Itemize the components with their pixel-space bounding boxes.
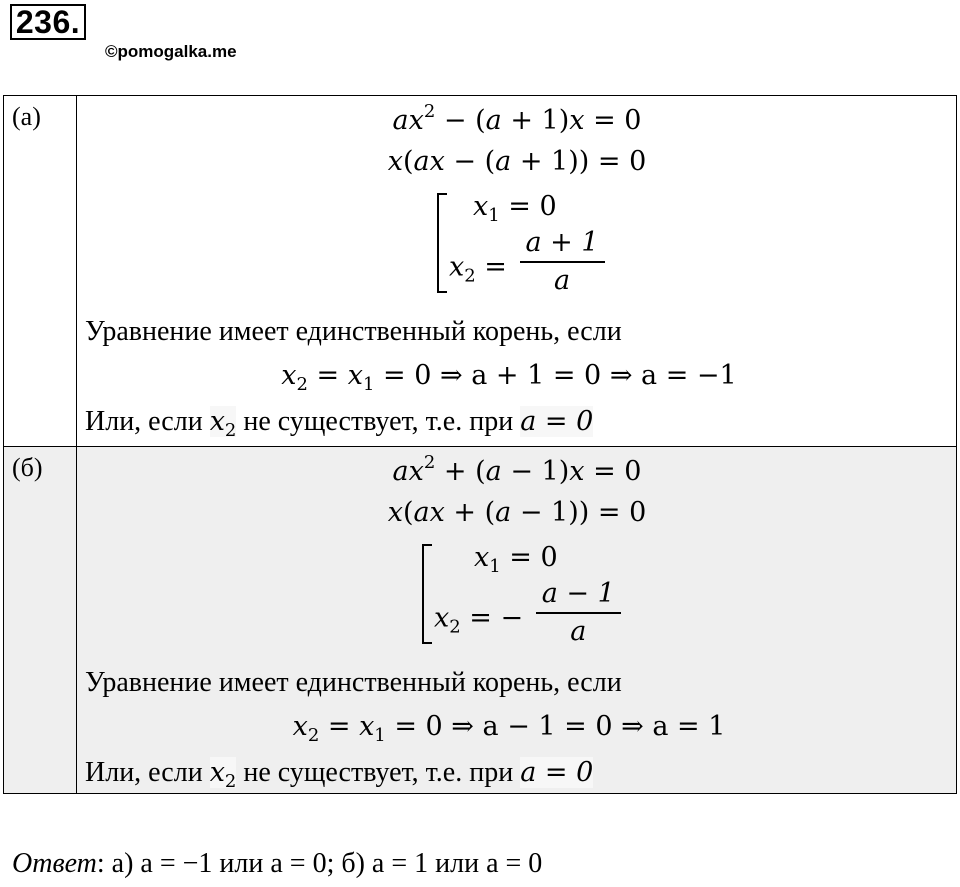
solution-row-b bbox=[4, 447, 957, 794]
root-x2-a: $x_2$ = $\frac{a + 1}{a}$ bbox=[449, 237, 605, 299]
solution-cell-b bbox=[77, 447, 957, 794]
equation-a-2: x(ax − (a + 1)) = 0 bbox=[387, 146, 647, 177]
root-x1-a: $x_1 = 0$ bbox=[473, 191, 557, 226]
answer-text: : а) a = −1 или a = 0; б) a = 1 или a = 0 bbox=[96, 848, 543, 879]
solution-table bbox=[3, 95, 957, 794]
condition-text-a: Уравнение имеет единственный корень, если bbox=[85, 316, 622, 347]
answer-line bbox=[12, 848, 542, 880]
watermark: ©pomogalka.me bbox=[105, 42, 237, 61]
fraction-b: $\frac{a - 1}{a}$ bbox=[536, 576, 621, 650]
equation-a-3: $x_2 = x_1 = 0$ ⇒ a + 1 = 0 ⇒ a = −1 bbox=[281, 360, 737, 395]
system-bracket bbox=[437, 193, 447, 293]
equation-b-2: x(ax + (a − 1)) = 0 bbox=[387, 497, 647, 528]
solution-cell-a bbox=[77, 96, 957, 447]
equation-a-1: $ax^2 - (a + 1)x = 0$ bbox=[392, 101, 642, 136]
fraction-a: $\frac{a + 1}{a}$ bbox=[520, 225, 605, 299]
equation-b-3: $x_2 = x_1 = 0$ ⇒ a − 1 = 0 ⇒ a = 1 bbox=[292, 711, 726, 746]
equation-b-1: $ax^2 + (a - 1)x = 0$ bbox=[392, 452, 642, 487]
answer-label: Ответ bbox=[12, 848, 97, 879]
alt-condition-b: Или, если $x_2$ не существует, т.е. при a = 0 bbox=[85, 757, 594, 792]
part-label-a: (а) bbox=[4, 96, 77, 447]
root-x1-b: $x_1 = 0$ bbox=[474, 542, 558, 577]
part-label-b: (б) bbox=[4, 447, 77, 794]
system-bracket bbox=[422, 544, 432, 644]
header bbox=[0, 0, 960, 90]
alt-condition-a: Или, если $x_2$ не существует, т.е. при a = 0 bbox=[85, 406, 594, 441]
condition-text-b: Уравнение имеет единственный корень, если bbox=[85, 667, 622, 698]
root-x2-b: $x_2$ = − $\frac{a - 1}{a}$ bbox=[434, 588, 621, 650]
problem-number: 236. bbox=[10, 4, 86, 40]
solution-row-a bbox=[4, 96, 957, 447]
